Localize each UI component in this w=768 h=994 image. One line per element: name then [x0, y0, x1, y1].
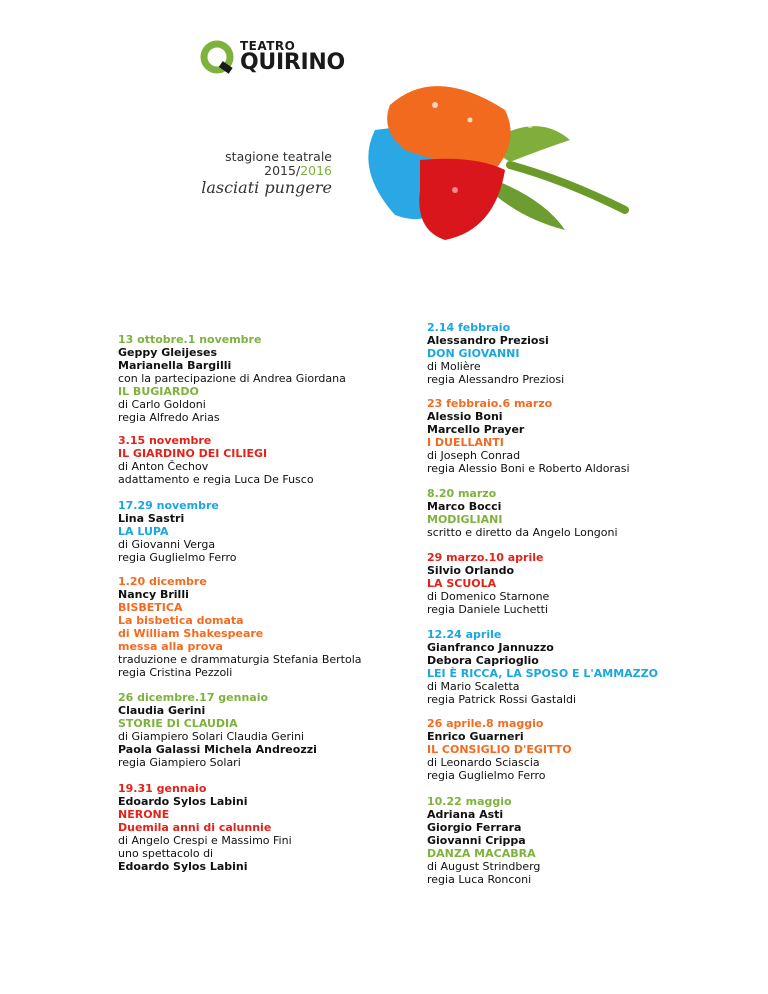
author-line: di Molière [427, 360, 481, 373]
actor-name: Marcello Prayer [427, 423, 525, 436]
show-bisbetica [118, 575, 438, 679]
author-line: di Giovanni Verga [118, 538, 216, 551]
director-line: regia Giampiero Solari [118, 756, 241, 769]
show-title: MODIGLIANI [427, 513, 503, 526]
show-title: IL GIARDINO DEI CILIEGI [118, 447, 268, 460]
author-line: di Giampiero Solari Claudia Gerini [118, 730, 305, 743]
credit-line: con la partecipazione di Andrea Giordana [118, 372, 346, 385]
author-line: di Carlo Goldoni [118, 398, 206, 411]
director-line: regia Daniele Luchetti [427, 603, 549, 616]
author-line: di Anton Čechov [118, 460, 209, 473]
actor-name: Marianella Bargilli [118, 359, 232, 372]
show-title: NERONE [118, 808, 170, 821]
show-title: IL BUGIARDO [118, 385, 199, 398]
show-subtitle: di William Shakespeare [118, 627, 264, 640]
director-line: regia Guglielmo Ferro [118, 551, 237, 564]
show-title: LEI È RICCA, LA SPOSO E L'AMMAZZO [427, 667, 658, 680]
actor-name: Alessio Boni [427, 410, 503, 423]
show-title: DON GIOVANNI [427, 347, 520, 360]
author-line: di August Strindberg [427, 860, 541, 873]
actor-name: Giovanni Crippa [427, 834, 526, 847]
season-years [200, 164, 332, 178]
show-date: 1.20 dicembre [118, 575, 207, 588]
actor-name: Marco Bocci [427, 500, 502, 513]
show-la-lupa [118, 499, 438, 564]
show-title: LA LUPA [118, 525, 169, 538]
show-il-giardino-dei-ciliegi [118, 434, 438, 486]
teatro-quirino-logo [200, 39, 345, 76]
season-year-end: 2016 [300, 163, 332, 178]
actor-name: Gianfranco Jannuzzo [427, 641, 554, 654]
author-line: Paola Galassi Michela Andreozzi [118, 743, 317, 756]
show-don-giovanni [427, 321, 747, 386]
show-date: 13 ottobre.1 novembre [118, 333, 262, 346]
show-il-bugiardo [118, 333, 438, 424]
director-line: regia Alfredo Arias [118, 411, 220, 424]
director-line: regia Luca Ronconi [427, 873, 532, 886]
rose-illustration-icon [335, 70, 635, 250]
actor-name: Debora Caprioglio [427, 654, 539, 667]
show-title: LA SCUOLA [427, 577, 497, 590]
author-line: scritto e diretto da Angelo Longoni [427, 526, 618, 539]
actor-name: Giorgio Ferrara [427, 821, 522, 834]
actor-name: Nancy Brilli [118, 588, 189, 601]
actor-name: Claudia Gerini [118, 704, 206, 717]
show-title: BISBETICA [118, 601, 183, 614]
show-title: IL CONSIGLIO D'EGITTO [427, 743, 572, 756]
director-line: regia Alessandro Preziosi [427, 373, 565, 386]
actor-name: Enrico Guarneri [427, 730, 524, 743]
show-date: 19.31 gennaio [118, 782, 207, 795]
credit-line: traduzione e drammaturgia Stefania Bertola [118, 653, 362, 666]
author-line: di Mario Scaletta [427, 680, 520, 693]
director-line: regia Cristina Pezzoli [118, 666, 233, 679]
credit-line: uno spettacolo di [118, 847, 214, 860]
show-title: STORIE DI CLAUDIA [118, 717, 238, 730]
show-la-scuola [427, 551, 747, 616]
show-subtitle: messa alla prova [118, 640, 223, 653]
show-title: DANZA MACABRA [427, 847, 536, 860]
show-lei-e-ricca [427, 628, 747, 706]
show-date: 2.14 febbraio [427, 321, 511, 334]
show-date: 3.15 novembre [118, 434, 212, 447]
author-line: di Leonardo Sciascia [427, 756, 540, 769]
actor-name: Edoardo Sylos Labini [118, 795, 248, 808]
show-nerone [118, 782, 438, 873]
show-danza-macabra [427, 795, 747, 886]
actor-name: Silvio Orlando [427, 564, 515, 577]
season-label: stagione teatrale [225, 149, 332, 164]
actor-name: Alessandro Preziosi [427, 334, 549, 347]
logo-q-mark-icon [200, 40, 234, 74]
director-line: adattamento e regia Luca De Fusco [118, 473, 314, 486]
director-line: regia Guglielmo Ferro [427, 769, 546, 782]
show-modigliani [427, 487, 747, 539]
show-date: 8.20 marzo [427, 487, 497, 500]
director-line: regia Patrick Rossi Gastaldi [427, 693, 577, 706]
show-date: 26 aprile.8 maggio [427, 717, 544, 730]
actor-name: Edoardo Sylos Labini [118, 860, 248, 873]
actor-name: Lina Sastri [118, 512, 185, 525]
show-date: 17.29 novembre [118, 499, 219, 512]
actor-name: Adriana Asti [427, 808, 504, 821]
author-line: di Angelo Crespi e Massimo Fini [118, 834, 292, 847]
logo-teatro-text: TEATRO [240, 39, 296, 53]
show-title: I DUELLANTI [427, 436, 504, 449]
author-line: di Joseph Conrad [427, 449, 521, 462]
show-il-consiglio-d-egitto [427, 717, 747, 782]
show-date: 29 marzo.10 aprile [427, 551, 544, 564]
logo-quirino-text: QUIRINO [240, 50, 345, 75]
show-i-duellanti [427, 397, 747, 475]
author-line: di Domenico Starnone [427, 590, 550, 603]
show-date: 26 dicembre.17 gennaio [118, 691, 269, 704]
show-subtitle: La bisbetica domata [118, 614, 244, 627]
show-subtitle: Duemila anni di calunnie [118, 821, 272, 834]
show-date: 23 febbraio.6 marzo [427, 397, 553, 410]
actor-name: Geppy Gleijeses [118, 346, 218, 359]
director-line: regia Alessio Boni e Roberto Aldorasi [427, 462, 630, 475]
season-block [200, 150, 332, 198]
season-tagline: lasciati pungere [201, 178, 332, 197]
show-date: 10.22 maggio [427, 795, 512, 808]
season-year-start: 2015/ [264, 163, 301, 178]
show-date: 12.24 aprile [427, 628, 502, 641]
show-storie-di-claudia [118, 691, 438, 769]
